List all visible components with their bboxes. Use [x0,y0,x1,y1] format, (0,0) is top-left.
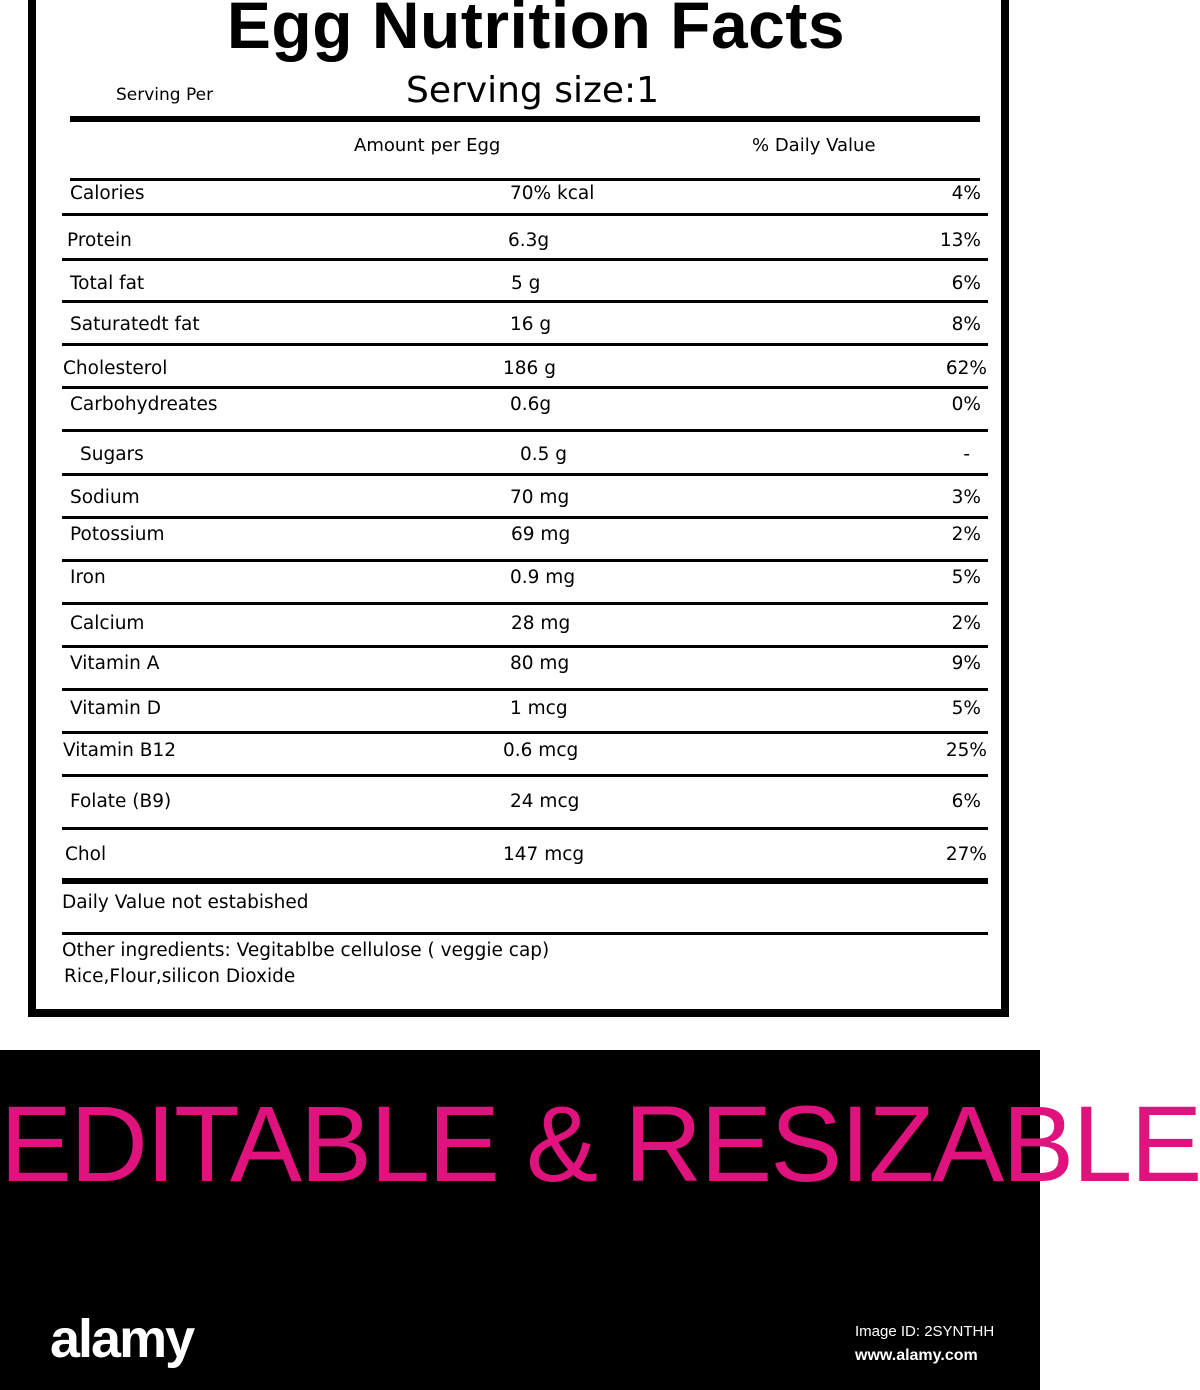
nutrient-amount: 0.6 mcg [503,740,579,761]
nutrition-label [28,0,1009,1017]
serving-size: Serving size:1 [406,70,660,111]
nutrient-amount: 5 g [511,273,541,294]
row-divider [62,688,988,691]
ingredients-line-2: Rice,Flour,silicon Dioxide [64,966,296,987]
nutrient-name: Iron [70,567,106,588]
nutrient-amount: 69 mg [511,524,571,545]
nutrient-amount: 0.9 mg [510,567,576,588]
nutrient-daily-value: 9% [951,653,981,674]
nutrient-name: Calories [70,183,145,204]
nutrient-amount: 16 g [510,314,552,335]
editable-banner [0,1050,1200,1390]
nutrient-daily-value: - [963,444,970,465]
nutrient-amount: 186 g [503,358,556,379]
nutrient-name: Vitamin B12 [63,740,176,761]
row-divider [62,731,988,734]
row-divider [62,645,988,648]
nutrient-name: Saturatedt fat [70,314,200,335]
nutrient-amount: 70 mg [510,487,570,508]
alamy-logo: alamy [50,1309,194,1369]
column-header-rule [70,178,980,181]
nutrient-amount: 28 mg [511,613,571,634]
row-divider [62,516,988,519]
nutrient-name: Calcium [70,613,145,634]
nutrient-name: Potossium [70,524,165,545]
nutrient-daily-value: 2% [951,524,981,545]
row-divider [62,559,988,562]
row-divider [62,386,988,389]
nutrient-amount: 6.3g [508,230,550,251]
nutrient-amount: 24 mcg [510,791,580,812]
table-bottom-rule [62,878,988,884]
row-divider [62,827,988,830]
image-id: Image ID: 2SYNTHH [855,1323,995,1340]
nutrient-name: Sodium [70,487,140,508]
nutrient-name: Chol [65,844,107,865]
nutrient-daily-value: 8% [951,314,981,335]
nutrient-daily-value: 27% [945,844,987,865]
nutrient-daily-value: 4% [951,183,981,204]
ingredients-line-1: Other ingredients: Vegitablbe cellulose ( veggie cap) [62,940,550,961]
row-divider [62,213,988,216]
banner-text: EDITABLE & RESIZABLE [0,1083,1200,1204]
row-divider [62,258,988,261]
nutrient-amount: 147 mcg [503,844,585,865]
nutrient-amount: 0.6g [510,394,552,415]
label-title: Egg Nutrition Facts [226,0,846,62]
row-divider [62,429,988,432]
footnote-rule [62,932,988,935]
header-rule [70,116,980,122]
nutrient-amount: 1 mcg [510,698,568,719]
nutrient-daily-value: 6% [951,273,981,294]
row-divider [62,473,988,476]
row-divider [62,343,988,346]
nutrient-daily-value: 0% [951,394,981,415]
nutrient-daily-value: 25% [945,740,987,761]
nutrient-daily-value: 5% [951,567,981,588]
nutrient-daily-value: 6% [951,791,981,812]
nutrient-daily-value: 62% [945,358,987,379]
nutrient-daily-value: 3% [951,487,981,508]
nutrient-name: Vitamin D [70,698,161,719]
nutrient-daily-value: 5% [951,698,981,719]
site-url: www.alamy.com [855,1347,978,1364]
nutrient-name: Total fat [70,273,145,294]
nutrient-amount: 80 mg [510,653,570,674]
nutrient-name: Carbohydreates [70,394,218,415]
nutrient-name: Sugars [80,444,144,465]
nutrient-amount: 0.5 g [520,444,568,465]
nutrient-daily-value: 2% [951,613,981,634]
nutrient-name: Vitamin A [70,653,160,674]
row-divider [62,300,988,303]
row-divider [62,602,988,605]
footnote: Daily Value not estabished [62,892,309,913]
nutrient-amount: 70% kcal [510,183,595,204]
serving-per: Serving Per [116,85,214,105]
nutrient-name: Cholesterol [63,358,168,379]
nutrient-name: Protein [67,230,132,251]
column-header-amount: Amount per Egg [354,135,501,156]
row-divider [62,774,988,777]
column-header-daily-value: % Daily Value [752,135,876,156]
nutrient-name: Folate (B9) [70,791,172,812]
nutrient-daily-value: 13% [939,230,981,251]
